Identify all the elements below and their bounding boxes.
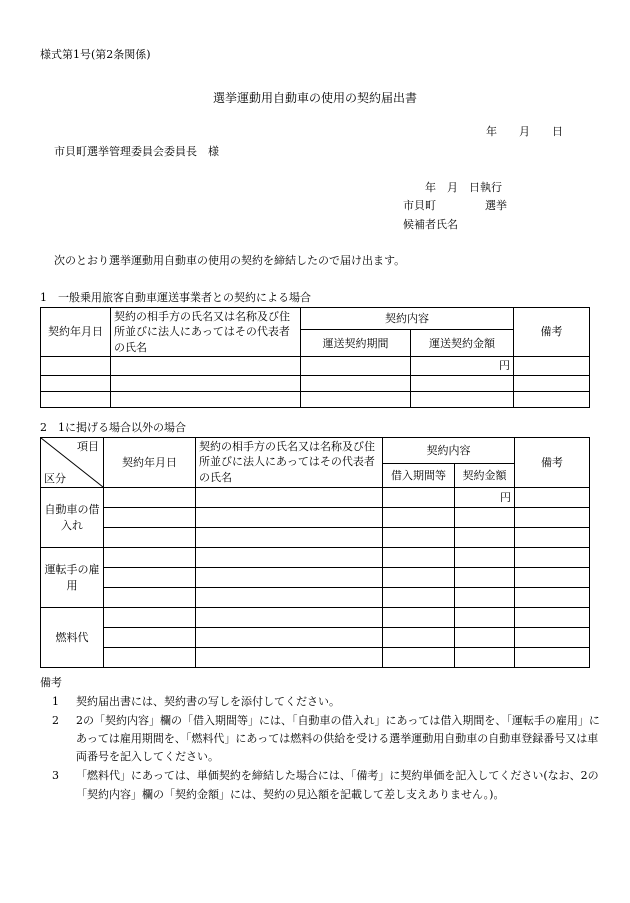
s1-cell-party[interactable] xyxy=(111,357,301,375)
date-line: 年 月 日 xyxy=(486,125,563,138)
note-number: 2 xyxy=(52,713,59,727)
section2-table xyxy=(40,437,590,668)
section2-heading: 2 1に掲げる場合以外の場合 xyxy=(40,421,186,434)
s1-cell-amount[interactable]: 円 xyxy=(411,357,514,375)
s2-header-amount: 契約金額 xyxy=(455,464,515,488)
s2-header-date: 契約年月日 xyxy=(104,438,196,488)
table-row xyxy=(41,391,590,407)
s1-cell-remarks[interactable] xyxy=(514,357,590,375)
s2-cell-amount[interactable]: 円 xyxy=(455,488,515,508)
election-label: 選挙 xyxy=(485,199,507,212)
s2-header-party: 契約の相手方の氏名又は名称及び住所並びに法人にあってはその代表者の氏名 xyxy=(196,438,383,488)
s2-header-period: 借入期間等 xyxy=(383,464,455,488)
s1-header-remarks: 備考 xyxy=(514,308,590,357)
s2-header-category: 区分 xyxy=(44,471,66,485)
s2-header-remarks: 備考 xyxy=(515,438,590,488)
page-title: 選挙運動用自動車の使用の契約届出書 xyxy=(212,91,417,105)
section1-table xyxy=(40,307,590,408)
s1-cell-period[interactable] xyxy=(301,357,411,375)
note-text: 「燃料代」にあっては、単価契約を締結した場合には、「備考」に契約単価を記入してください(なお、2の「契約内容」欄の「契約金額」には、契約の見込額を記載して差し支えありません。)。 xyxy=(76,769,599,801)
note-item xyxy=(40,712,600,766)
addressee: 市貝町選挙管理委員会委員長 様 xyxy=(54,145,219,158)
note-number: 3 xyxy=(52,769,59,783)
s1-header-party: 契約の相手方の氏名又は名称及び住所並びに法人にあってはその代表者の氏名 xyxy=(111,308,301,357)
s2-header-diagonal xyxy=(41,438,104,488)
notes-heading: 備考 xyxy=(40,676,62,689)
table-row xyxy=(41,608,590,628)
table-row xyxy=(41,548,590,568)
table-row xyxy=(41,375,590,391)
s1-header-period: 運送契約期間 xyxy=(301,330,411,357)
note-item xyxy=(40,693,600,711)
candidate-name-label: 候補者氏名 xyxy=(403,218,458,231)
town-label: 市貝町 xyxy=(403,199,436,212)
note-number: 1 xyxy=(52,694,59,708)
s2-row-car: 自動車の借入れ xyxy=(41,488,104,548)
s2-row-fuel: 燃料代 xyxy=(41,608,104,668)
s1-header-amount: 運送契約金額 xyxy=(411,330,514,357)
note-text: 契約届出書には、契約書の写しを添付してください。 xyxy=(76,694,340,708)
table-row xyxy=(41,628,590,648)
s1-header-contract: 契約内容 xyxy=(301,308,514,330)
section1-heading: 1 一般乗用旅客自動車運送事業者との契約による場合 xyxy=(40,291,311,304)
table-row xyxy=(41,508,590,528)
s1-header-date: 契約年月日 xyxy=(41,308,111,357)
table-row xyxy=(41,588,590,608)
notes-section xyxy=(40,676,600,805)
election-date-line: 年 月 日執行 xyxy=(425,181,502,194)
table-row xyxy=(41,488,590,508)
s2-header-contract: 契約内容 xyxy=(383,438,515,464)
table-row xyxy=(41,357,590,375)
note-item xyxy=(40,767,600,803)
table-row xyxy=(41,648,590,668)
s2-row-driver: 運転手の雇用 xyxy=(41,548,104,608)
table-row xyxy=(41,528,590,548)
table-row xyxy=(41,568,590,588)
s1-cell-date[interactable] xyxy=(41,357,111,375)
statement: 次のとおり選挙運動用自動車の使用の契約を締結したので届け出ます。 xyxy=(54,254,406,267)
note-text: 2の「契約内容」欄の「借入期間等」には、「自動車の借入れ」にあっては借入期間を、「運転手の雇用」にあっては雇用期間を、「燃料代」にあっては燃料の供給を受ける選挙運動用自動車の自動車登録番号又は車両番号を記入してください。 xyxy=(76,713,600,764)
form-number: 様式第1号(第2条関係) xyxy=(40,48,151,61)
s2-header-item: 項目 xyxy=(77,440,99,453)
